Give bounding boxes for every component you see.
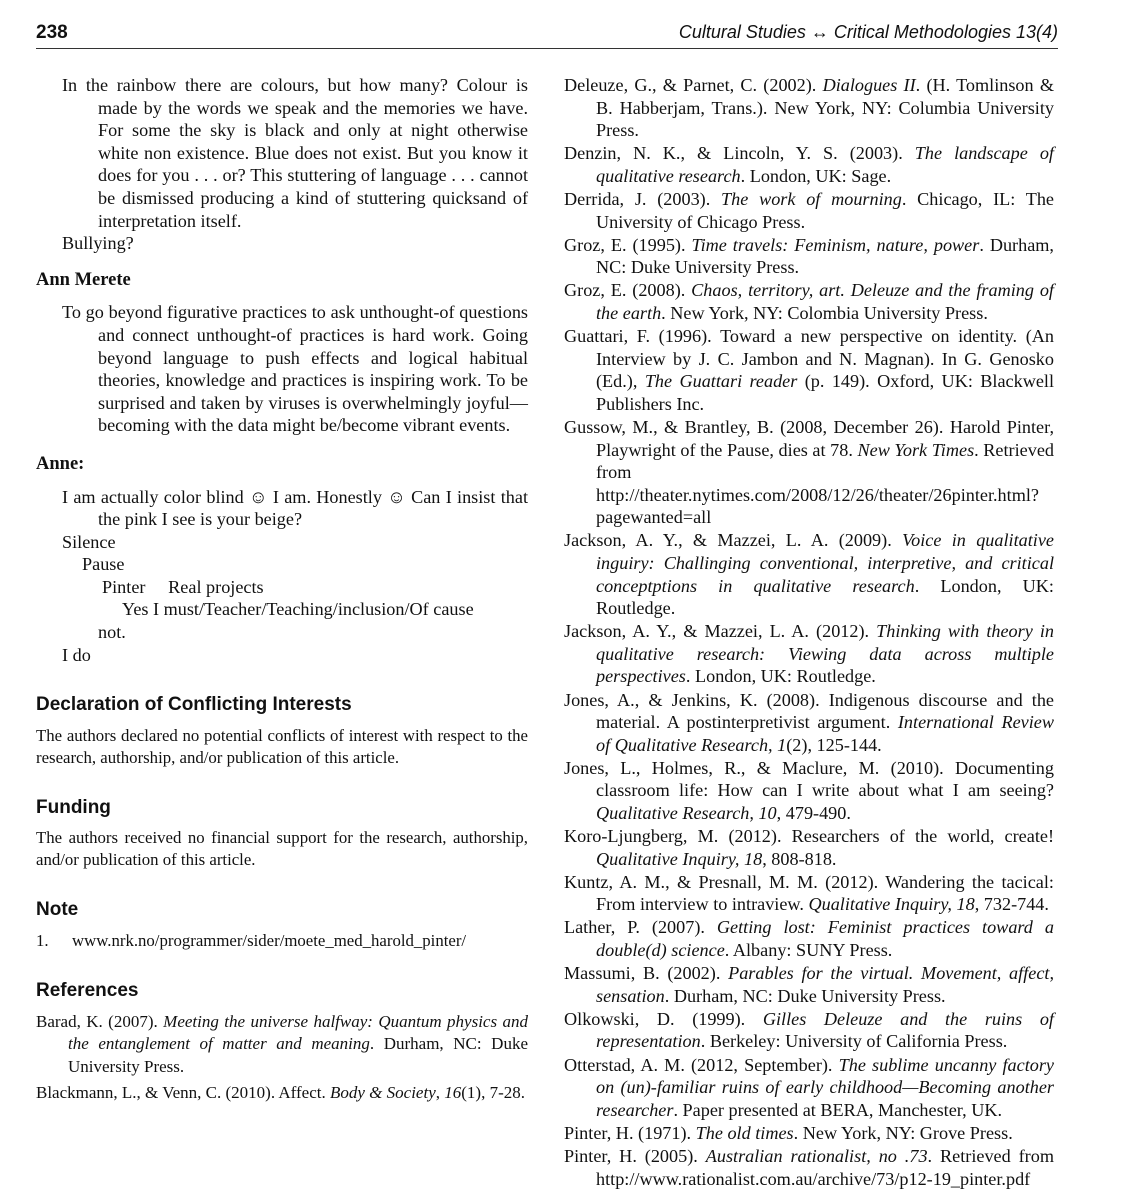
funding-text: The authors received no financial support for the research, authorship, and/or publication of this article. [36,828,528,870]
speaker-anne: Anne: [36,453,85,474]
reference-entry: Jones, L., Holmes, R., & Maclure, M. (2010). Documenting classroom life: How can I write about what I am seeing? Qualitative Research, 10, 479-490. [564,757,1054,823]
reference-entry: Deleuze, G., & Parnet, C. (2002). Dialogues II. (H. Tomlinson & B. Habberjam, Trans.). New York, NY: Columbia University Press. [564,75,1054,141]
reference-entry: Blackmann, L., & Venn, C. (2010). Affect. Body & Society, 16(1), 7-28. [36,1083,525,1103]
reference-entry: Jackson, A. Y., & Mazzei, L. A. (2009). Voice in qualitative inguiry: Challinging conventional, interpretive, and critical conceptptions in qualitative research. London, UK: Routledge. [564,530,1054,619]
reference-entry: Otterstad, A. M. (2012, September). The sublime uncanny factory on (un)-familiar ruins of early childhood—Becoming another researcher. Paper presented at BERA, Manchester, UK. [564,1054,1055,1120]
yes-line: Yes I must/Teacher/Teaching/inclusion/Of cause [122,599,474,620]
conflict-heading: Declaration of Conflicting Interests [36,694,352,716]
header-rule [36,48,1058,49]
reference-entry: Denzin, N. K., & Lincoln, Y. S. (2003). The landscape of qualitative research. London, UK: Sage. [564,143,1054,186]
page-header [36,18,1058,50]
bullying-line: Bullying? [62,233,134,254]
reference-entry: Koro-Ljungberg, M. (2012). Researchers of the world, create! Qualitative Inquiry, 18, 808-818. [564,826,1054,869]
page-number: 238 [36,22,68,43]
note-heading: Note [36,899,79,921]
pause-line: Pause [82,554,125,575]
ann-merete-paragraph: To go beyond figurative practices to ask unthought-of questions and connect unthought-of practices is hard work. Going beyond language to push effects and logical habitual theories, knowledge and practices is inspiring work. To be surprised and taken by viruses is overwhelmingly joyful—becoming with the data might be/become vibrant events. [62,302,528,436]
silence-line: Silence [62,531,116,552]
reference-entry: Pinter, H. (2005). Australian rationalist, no .73. Retrieved from http://www.rationalist.com.au/archive/73/p12-19_pinter.pdf [564,1145,1054,1189]
reference-entry: Lather, P. (2007). Getting lost: Feminist practices toward a double(d) science. Albany: SUNY Press. [564,917,1054,961]
note-item [36,930,528,952]
funding-heading: Funding [36,796,111,818]
note-number: 1. [36,931,49,951]
journal-title: Cultural Studies ↔ Critical Methodologies 13(4) [678,22,1058,42]
note-text: www.nrk.no/programmer/sider/moete_med_harold_pinter/ [72,931,467,951]
anne-block [62,486,528,667]
poem-block [62,74,528,255]
reference-entry: Jones, A., & Jenkins, K. (2008). Indigenous discourse and the material. A postinterpretivist argument. International Review of Qualitative Research, 1(2), 125-144. [564,689,1054,755]
reference-entry: Olkowski, D. (1999). Gilles Deleuze and the ruins of representation. Berkeley: University of California Press. [564,1008,1054,1052]
pinter-line: Pinter Real projects [102,576,264,597]
reference-entry: Derrida, J. (2003). The work of mourning. Chicago, IL: The University of Chicago Press. [564,188,1055,232]
reference-entry: Groz, E. (2008). Chaos, territory, art. Deleuze and the framing of the earth. New York, NY: Colombia University Press. [564,280,1054,323]
i-do-line: I do [62,644,91,665]
reference-entry: Jackson, A. Y., & Mazzei, L. A. (2012). Thinking with theory in qualitative research: Viewing data across multiple perspectives. London, UK: Routledge. [564,621,1054,687]
reference-entry: Kuntz, A. M., & Presnall, M. M. (2012). Wandering the tacical: From interview to intraview. Qualitative Inquiry, 18, 732-744. [564,871,1054,915]
reference-entry: Barad, K. (2007). Meeting the universe halfway: Quantum physics and the entanglement of matter and meaning. Durham, NC: Duke University Press. [36,1011,528,1076]
anne-paragraph: I am actually color blind ☺ I am. Honestly ☺ Can I insist that the pink I see is your beige? [62,486,528,530]
intro-paragraph: In the rainbow there are colours, but how many? Colour is made by the words we speak and the memories we have. For some the sky is black and only at night otherwise white non existence. Blue does not exist. But you know it does for you . . . or? This stuttering of language . . . cannot be dismissed producing a kind of stuttering quicksand of interpretation itself. [62,75,528,231]
left-column [36,74,528,1105]
right-column [564,74,1054,1191]
conflict-text: The authors declared no potential conflicts of interest with respect to the research, authorship, and/or publication of this article. [36,725,528,767]
ann-merete-block [62,301,528,437]
reference-entry: Guattari, F. (1996). Toward a new perspective on identity. (An Interview by J. C. Jambon and N. Magnan). In G. Genosko (Ed.), The Guattari reader (p. 149). Oxford, UK: Blackwell Publishers Inc. [564,326,1055,414]
speaker-ann-merete: Ann Merete [36,269,131,290]
references-heading: References [36,980,139,1002]
reference-entry: Gussow, M., & Brantley, B. (2008, December 26). Harold Pinter, Playwright of the Pause, dies at 78. New York Times. Retrieved from http://theater.nytimes.com/2008/12/26/theater/26pinter.html?pagewanted=all [564,416,1054,528]
reference-entry: Groz, E. (1995). Time travels: Feminism, nature, power. Durham, NC: Duke University Press. [564,234,1054,278]
not-line: not. [98,622,126,643]
reference-entry: Massumi, B. (2002). Parables for the virtual. Movement, affect, sensation. Durham, NC: Duke University Press. [564,963,1054,1006]
reference-entry: Pinter, H. (1971). The old times. New York, NY: Grove Press. [564,1122,1013,1143]
